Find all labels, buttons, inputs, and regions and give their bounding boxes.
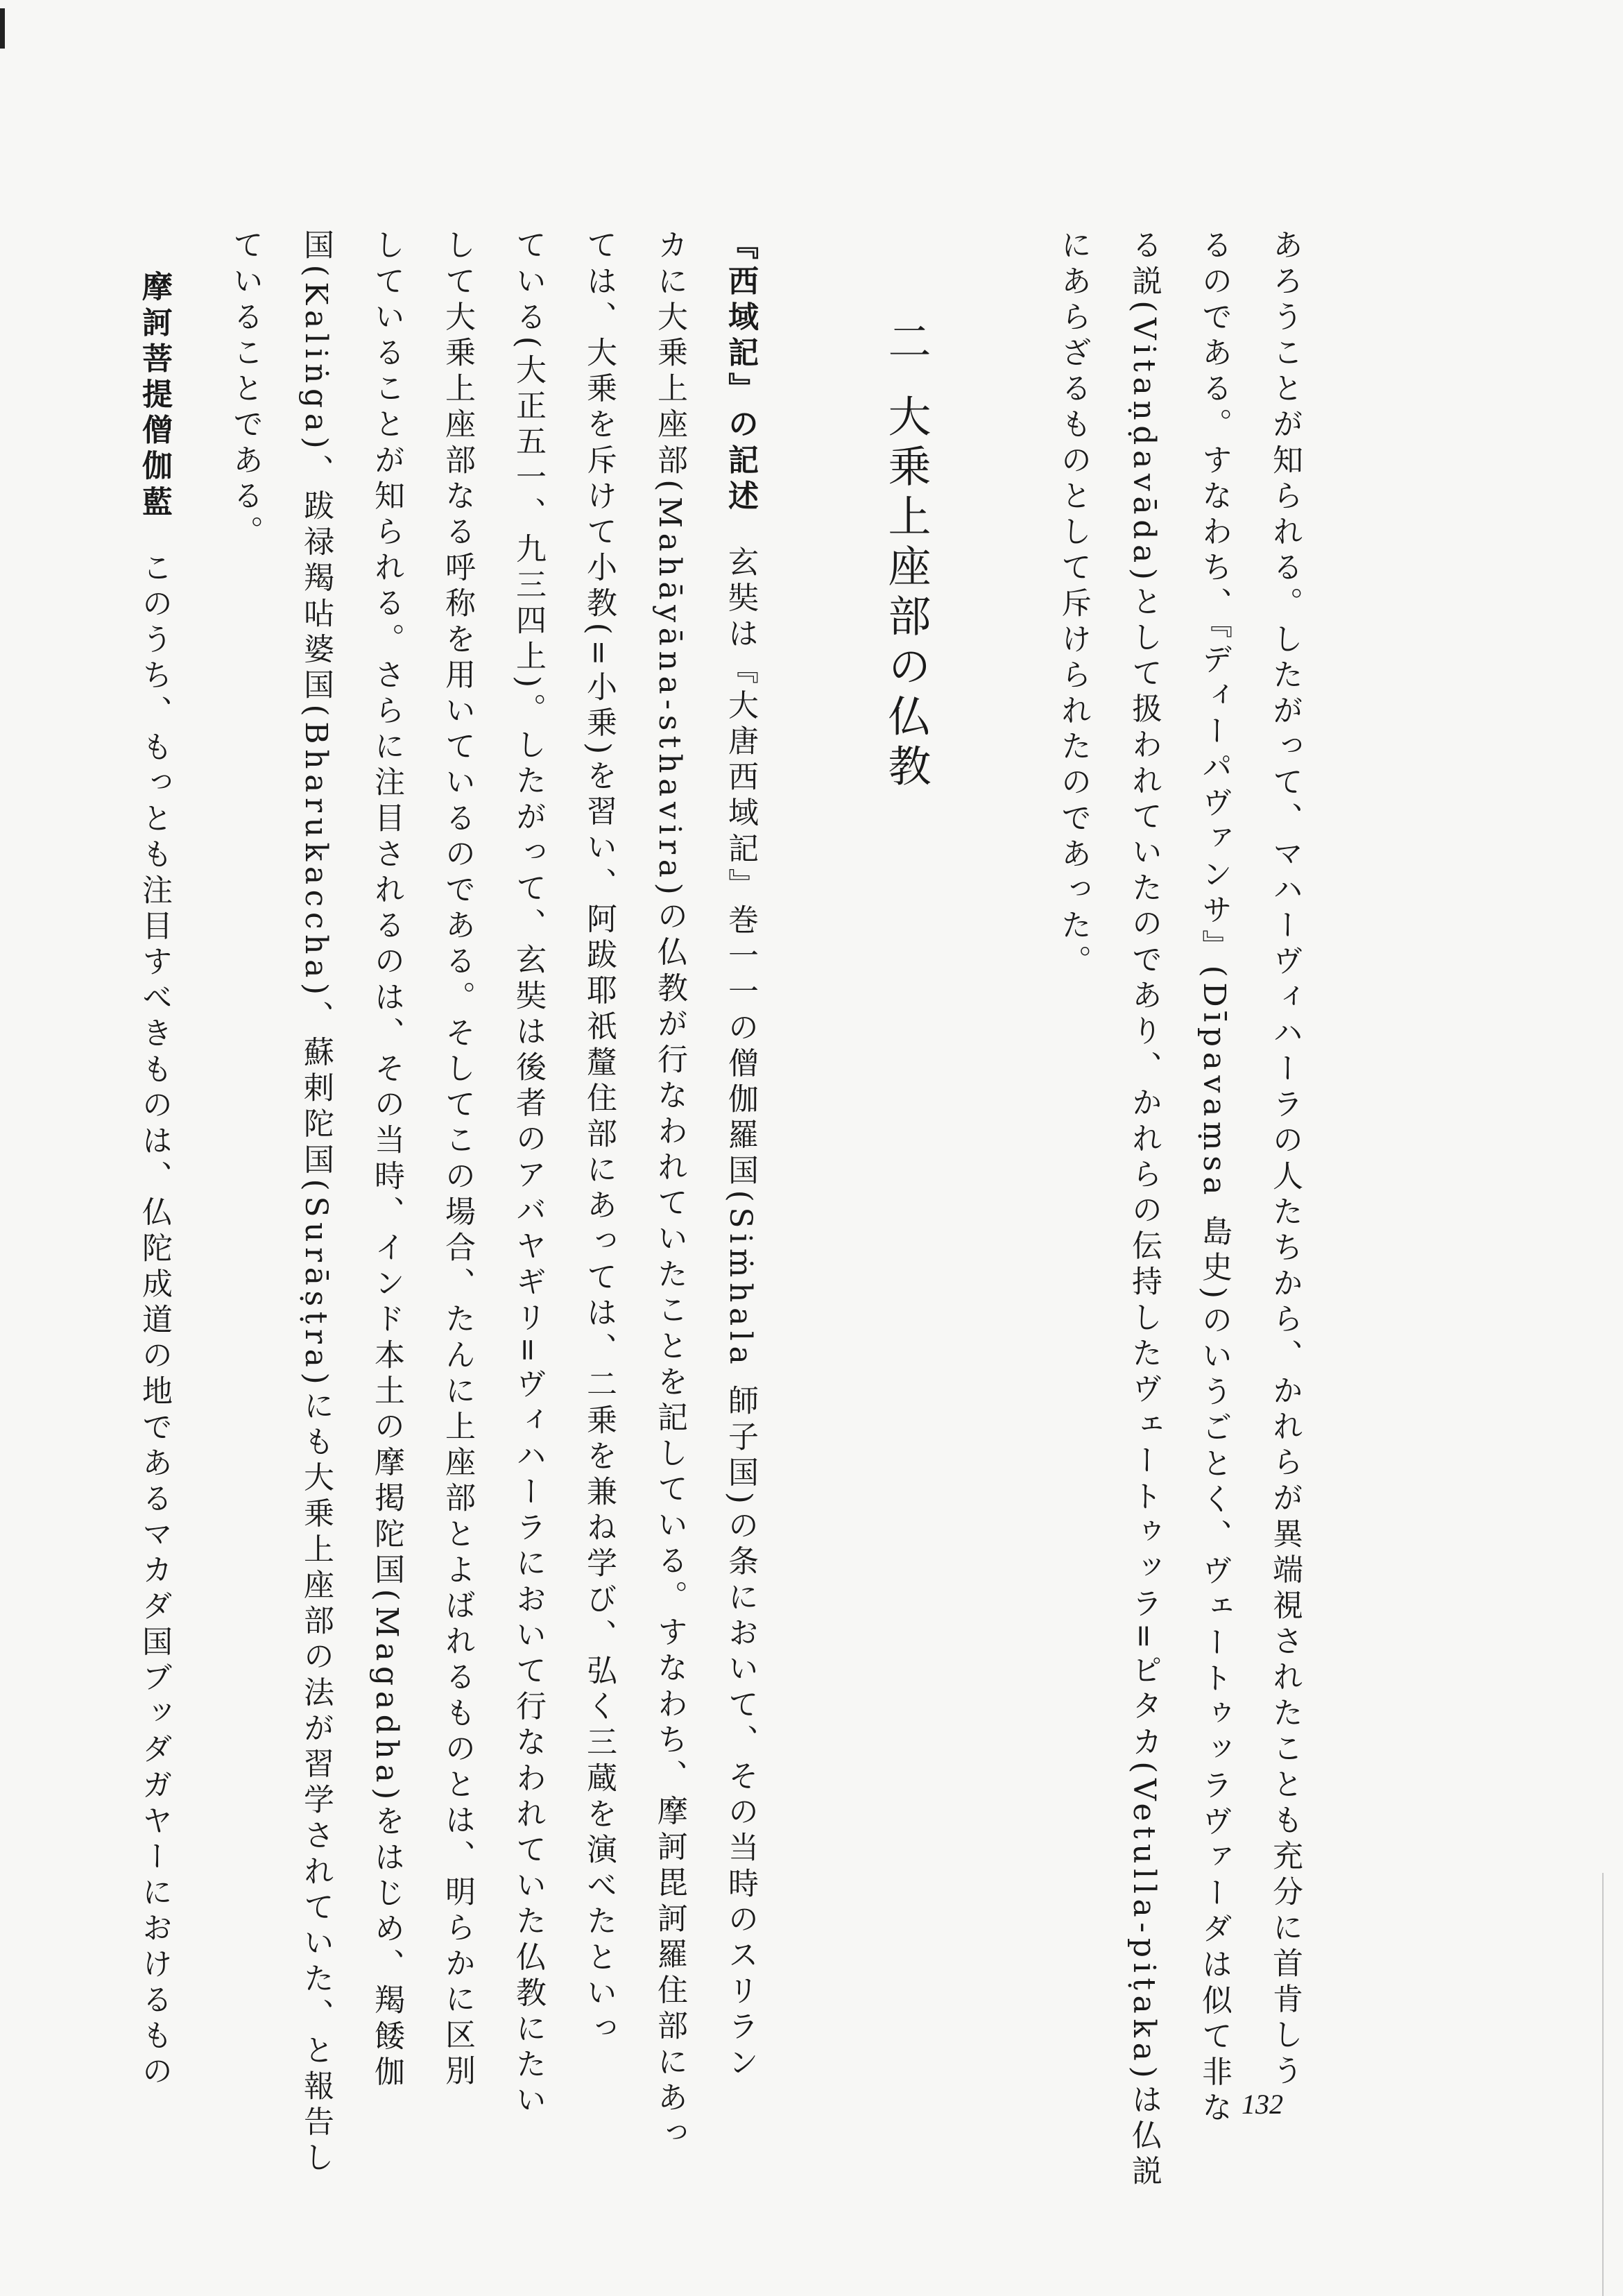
section-title: 大乗上座部の仏教 [881,394,931,794]
text-column-1: あろうことが知られる。したがって、マハーヴィハーラの人たちから、かれらが異端視されたことも充分に首肯しう [1267,229,1303,2091]
text-column-9: して大乗上座部なる呼称を用いているのである。そしてこの場合、たんに上座部とよばれるものとは、明らかに区別 [440,229,475,2091]
scan-edge-mark [0,8,5,49]
section-heading [875,319,937,794]
text-column-7: ては、大乗を斥けて小教(=小乗)を習い、阿跋耶祇釐住部にあっては、二乗を兼ね学び、弘く三蔵を演べたといっ [581,229,617,2048]
scan-margin-line [1602,1873,1604,2296]
subhead-makabodai: 摩訶菩提僧伽藍 [137,271,172,522]
text-column-5-body: 玄奘は『大唐西域記』巻一一の僧伽羅国(Siṁhala 師子国)の条において、その当時のスリラン [723,545,758,2082]
text-column-13 [137,271,172,2091]
subhead-saiiki: 『西域記』の記述 [723,229,758,515]
page-number: 132 [1242,2089,1283,2120]
text-column-3: る説(Vitaṇḍavāda)として扱われていたのであり、かれらの伝持したヴェートゥッラ=ピタカ(Vetulla-piṭaka)は仏説 [1126,229,1162,2191]
text-column-2: るのである。すなわち、『ディーパヴァンサ』(Dīpavaṃsa 島史)のいうごとく、ヴェートゥッラヴァーダは似て非な [1196,229,1232,2127]
text-column-11: 国(Kaliṅga)、跋禄羯呫婆国(Bharukaccha)、蘇剌陀国(Surāṣṭra)にも大乗上座部の法が習学されていた、と報告し [298,229,334,2177]
text-column-5 [723,229,758,2082]
text-column-4: にあらざるものとして斥けられたのであった。 [1056,229,1091,981]
text-column-10: していることが知られる。さらに注目されるのは、その当時、インド本土の摩掲陀国(Magadha)をはじめ、羯餧伽 [369,229,404,2091]
text-column-6: カに大乗上座部(Mahāyāna-sthavira)の仏教が行なわれていたことを記している。すなわち、摩訶毘訶羅住部にあっ [652,229,687,2153]
text-column-12: ていることである。 [227,229,263,551]
section-number: 二 [881,319,931,369]
text-column-8: ている(大正五一、九三四上)。したがって、玄奘は後者のアバヤギリ=ヴィハーラにおいて行なわれていた仏教にたい [510,229,546,2120]
text-column-13-body: このうち、もっとも注目すべきものは、仏陀成道の地であるマカダ国ブッダガヤーにおけるもの [137,551,172,2091]
